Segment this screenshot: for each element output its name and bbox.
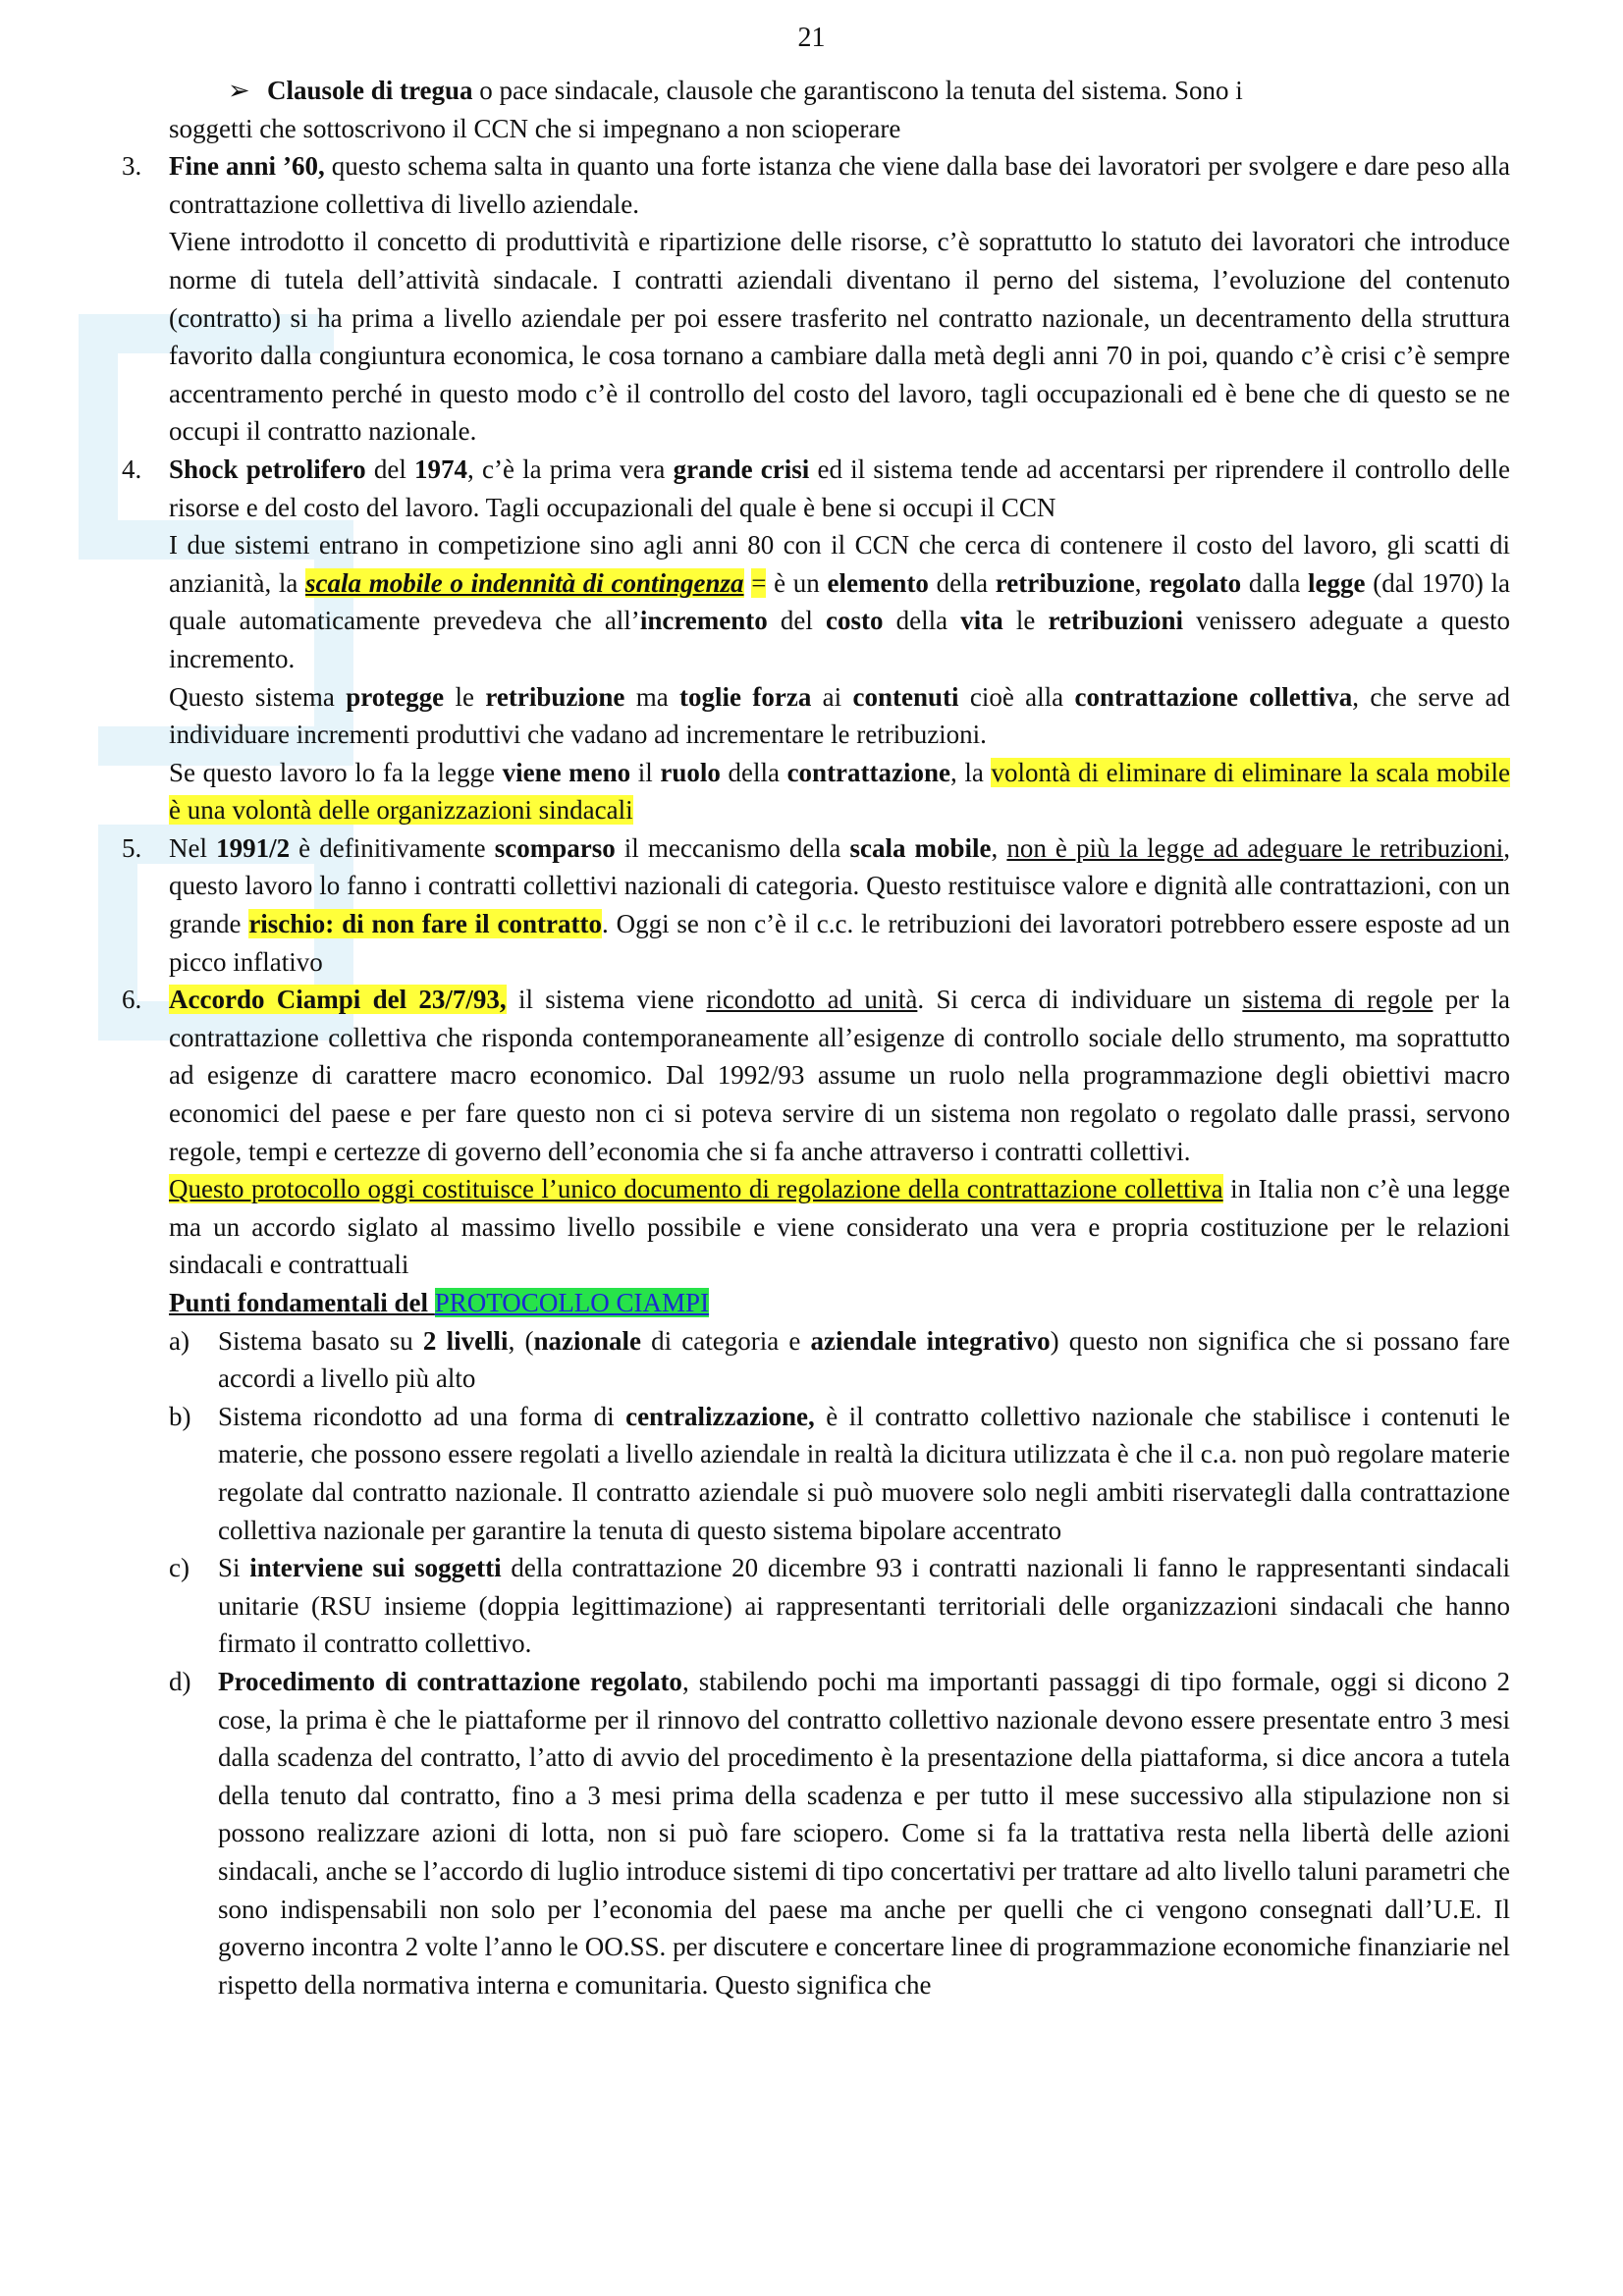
arrow-bullet-icon: ➢: [228, 76, 250, 105]
section-heading: Punti fondamentali del PROTOCOLLO CIAMPI: [169, 1288, 710, 1317]
list-item-6: 6. Accordo Ciampi del 23/7/93, il sistema viene ricondotto ad unità. Si cerca di individuare un sistema di regole per la contrattazione collettiva che risponda contemporaneamente all’esigenze di controllo sociale dello strumento, ma soprattutto ad esigenze di carattere macro economico. Dal 1992/93 assume un ruolo nella programmazione degli obiettivi macro economici del paese e per fare questo non ci si poteva servire di un sistema non regolato o regolato dalle prassi, servono regole, tempi e certezze di governo dell’economia che si fa anche attraverso i contratti collettivi. Questo protocollo oggi costituisce l’unico documento di regolazione della contrattazione collettiva in Italia non c’è una legge ma un accordo siglato al massimo livello possibile e viene considerato una vera e propria costituzione per le relazioni sindacali e contrattuali Punti fondamentali del PROTOCOLLO CIAMPI a) Sistema basato su 2 livelli, (nazionale di categoria e aziendale integrativo) questo non significa che si possano fare accordi a livello più alto b) Sistema ricondotto ad una forma di centralizzazione, è il contratto collettivo nazionale che stabilisce i contenuti le materie, che possono essere regolati a livello aziendale in realtà la dicitura utilizzata è che il c.a. non può regolare materie regolate dal contratto nazionale. Il contratto aziendale si può muovere solo negli ambiti riservategli dalla contrattazione collettiva nazionale per garantire la tenuta di questo sistema bipolare accentrato c) Si interviene sui soggetti della contrattazione 20 dicembre 93 i contratti nazionali li fanno le rappresentanti sindacali unitarie (RSU insieme (doppia legittimazione) ai rappresentanti territoriali delle organizzazioni sindacali che hanno firmato il contratto collettivo. d) Procedimento di contrattazione regolato, stabilendo pochi ma importanti passaggi di tipo formale, oggi si dicono 2 cose, la prima è che le piattaforme per il rinnovo del contratto collettivo nazionale devono essere presentate entro 3 mesi dalla scadenza del contratto, l’atto di avvio del procedimento è la presentazione della piattaforma, si dice ancora a tutela della tenuto dal contratto, fino a 3 mesi prima della scadenza e per tutto il mese successivo alla stipulazione non si possono realizzare azioni di lotta, non si può fare sciopero. Come si fa la trattativa resta nella libertà delle azioni sindacali, anche se l’accordo di luglio introduce sistemi di tipo concertativi per trattare ad alto livello taluni parametri che sono indispensabili non solo per l’economia del paese ma anche per quelli che ci vengono consegnati dall’U.E. Il governo incontra 2 volte l’anno le OO.SS. per discutere e concertare linee di programmazione economiche finanziarie nel rispetto della normativa interna e comunitaria. Questo significa che: [169, 981, 1510, 2003]
list-item-d: d) Procedimento di contrattazione regolato, stabilendo pochi ma importanti passaggi di tipo formale, oggi si dicono 2 cose, la prima è che le piattaforme per il rinnovo del contratto collettivo nazionale devono essere presentate entro 3 mesi dalla scadenza del contratto, l’atto di avvio del procedimento è la presentazione della piattaforma, si dice ancora a tutela della tenuto dal contratto, fino a 3 mesi prima della scadenza e per tutto il mese successivo alla stipulazione non si possono realizzare azioni di lotta, non si può fare sciopero. Come si fa la trattativa resta nella libertà delle azioni sindacali, anche se l’accordo di luglio introduce sistemi di tipo concertativi per trattare ad alto livello taluni parametri che sono indispensabili non solo per l’economia del paese ma anche per quelli che ci vengono consegnati dall’U.E. Il governo incontra 2 volte l’anno le OO.SS. per discutere e concertare linee di programmazione economiche finanziarie nel rispetto della normativa interna e comunitaria. Questo significa che: [169, 1666, 1510, 2000]
bullet-item: ➢ Clausole di tregua o pace sindacale, clausole che garantiscono la tenuta del sistema. Sono i: [228, 72, 1510, 110]
bullet-continuation: soggetti che sottoscrivono il CCN che si impegnano a non scioperare: [169, 113, 901, 143]
list-item-c: c) Si interviene sui soggetti della contrattazione 20 dicembre 93 i contratti nazionali li fanno le rappresentanti sindacali unitarie (RSU insieme (doppia legittimazione) ai rappresentanti territoriali delle organizzazioni sindacali che hanno firmato il contratto collettivo.: [169, 1553, 1510, 1659]
document-body: [122, 72, 1511, 2003]
list-item-3: 3. Fine anni ’60, questo schema salta in quanto una forte istanza che viene dalla base dei lavoratori per svolgere e dare peso alla contrattazione collettiva di livello aziendale. Viene introdotto il concetto di produttività e ripartizione delle risorse, c’è soprattutto lo statuto dei lavoratori che introduce norme di tutela dell’attività sindacale. I contratti aziendali diventano il perno del sistema, l’evoluzione del contenuto (contratto) si ha prima a livello aziendale per poi essere trasferito nel contratto nazionale, un decentramento della struttura favorito dalla congiuntura economica, le cosa tornano a cambiare dalla metà degli anni 70 in poi, quando c’è crisi c’è sempre accentramento perché in questo modo c’è il controllo del costo del lavoro, tagli occupazionali ed è bene che di questo se ne occupi il contratto nazionale.: [122, 151, 1510, 447]
list-item-a: a) Sistema basato su 2 livelli, (nazionale di categoria e aziendale integrativo) questo non significa che si possano fare accordi a livello più alto: [169, 1325, 1510, 1394]
list-item-b: b) Sistema ricondotto ad una forma di centralizzazione, è il contratto collettivo nazionale che stabilisce i contenuti le materie, che possono essere regolati a livello aziendale in realtà la dicitura utilizzata è che il c.a. non può regolare materie regolate dal contratto nazionale. Il contratto aziendale si può muovere solo negli ambiti riservategli dalla contrattazione collettiva nazionale per garantire la tenuta di questo sistema bipolare accentrato: [169, 1401, 1510, 1545]
page-number: 21: [797, 23, 826, 53]
list-item-5: 5. Nel 1991/2 è definitivamente scomparso il meccanismo della scala mobile, non è più la legge ad adeguare le retribuzioni, questo lavoro lo fanno i contratti collettivi nazionali di categoria. Questo restituisce valore e dignità alle contrattazioni, con un grande rischio: di non fare il contratto. Oggi se non c’è il c.c. le retribuzioni dei lavoratori potrebbero essere esposte ad un picco inflativo: [122, 832, 1511, 977]
list-item-4: 4. Shock petrolifero del 1974, c’è la prima vera grande crisi ed il sistema tende ad accentarsi per riprendere il controllo delle risorse e del costo del lavoro. Tagli occupazionali del quale è bene si occupi il CCN I due sistemi entrano in competizione sino agli anni 80 con il CCN che cerca di contenere il costo del lavoro, gli scatti di anzianità, la scala mobile o indennità di contingenza = è un elemento della retribuzione, regolato dalla legge (dal 1970) la quale automaticamente prevedeva che all’incremento del costo della vita le retribuzioni venissero adeguate a questo incremento. Questo sistema protegge le retribuzione ma toglie forza ai contenuti cioè alla contrattazione collettiva, che serve ad individuare incrementi produttivi che vadano ad incrementare le retribuzioni. Se questo lavoro lo fa la legge viene meno il ruolo della contrattazione, la volontà di eliminare di eliminare la scala mobile è una volontà delle organizzazioni sindacali: [122, 454, 1511, 826]
